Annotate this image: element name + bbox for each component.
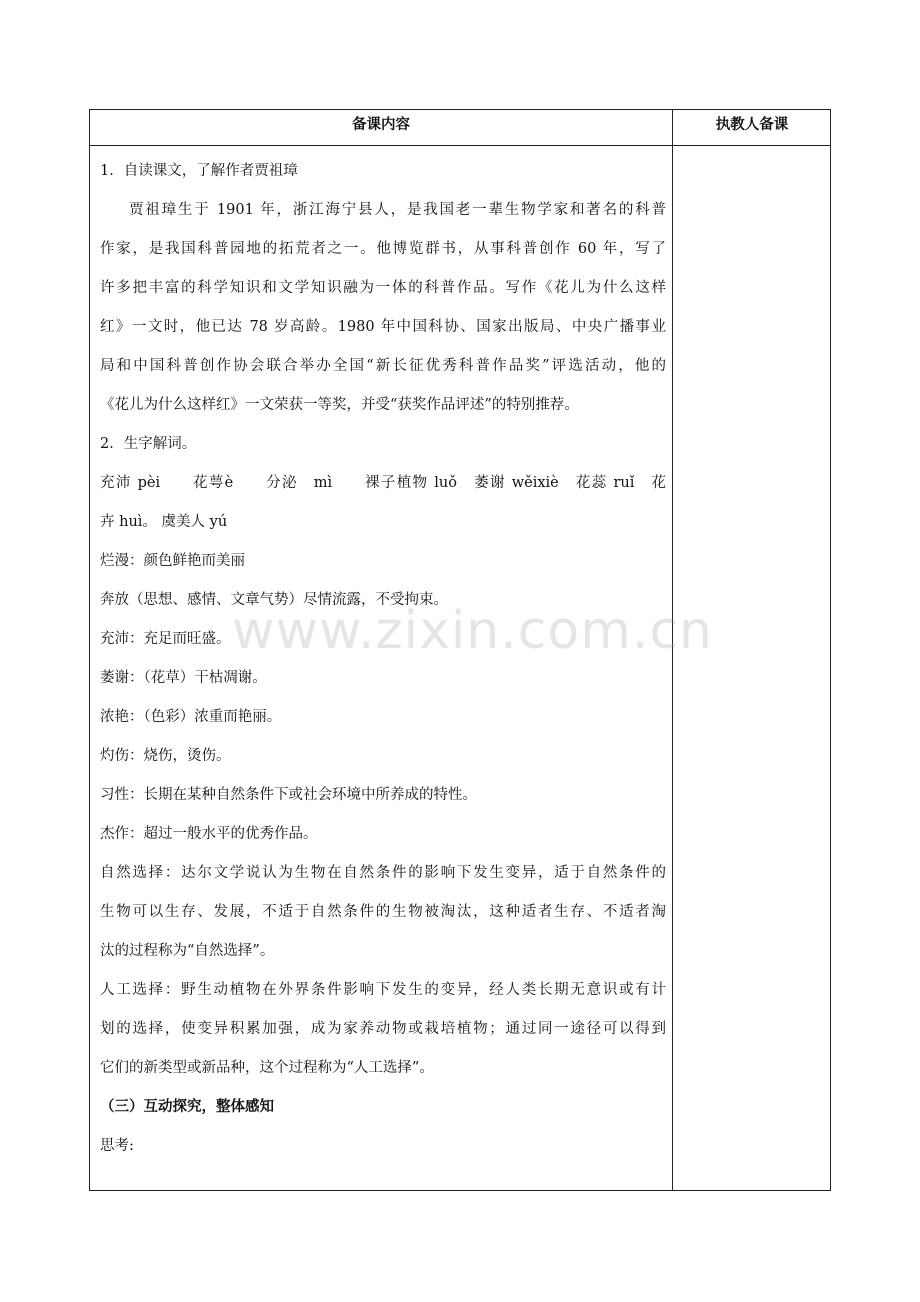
definition-line: 杰作：超过一般水平的优秀作品。 (100, 826, 318, 842)
pinyin-line: 充沛 pèi 花萼è 分泌 mì 裸子植物 luǒ 萎谢 wěixiè 花蕊 ruǐ 花 (100, 475, 666, 491)
lesson-content-cell (100, 152, 666, 1166)
paragraph-line: 红》一文时，他已达 78 岁高龄。1980 年中国科协、国家出版局、中央广播事业 (100, 319, 666, 335)
column-divider (672, 110, 673, 1190)
lesson-plan-table (89, 109, 831, 1191)
paragraph-line: 作家，是我国科普园地的拓荒者之一。他博览群书，从事科普创作 60 年，写了 (100, 241, 666, 257)
definition-line: 充沛：充足而旺盛。 (100, 631, 231, 647)
definition-line: 生物可以生存、发展，不适于自然条件的生物被淘汰，这种适者生存、不适者淘 (100, 904, 666, 920)
header-teacher-notes: 执教人备课 (715, 117, 789, 133)
paragraph-line: 《花儿为什么这样红》一文荣获一等奖，并受“获奖作品评述”的特别推荐。 (100, 397, 579, 413)
think-prompt: 思考: (100, 1138, 134, 1154)
section-heading-author: 1．自读课文，了解作者贾祖璋 (100, 163, 298, 179)
definition-line: 习性：长期在某种自然条件下或社会环境中所养成的特性。 (100, 787, 477, 803)
definition-line: 划的选择，使变异积累加强，成为家养动物或栽培植物；通过同一途径可以得到 (100, 1021, 666, 1037)
paragraph-line: 贾祖璋生于 1901 年，浙江海宁县人，是我国老一辈生物学家和著名的科普 (129, 202, 666, 218)
definition-line: 灼伤：烧伤，烫伤。 (100, 748, 231, 764)
pinyin-line: 卉 huì。 虞美人 yú (100, 514, 228, 530)
definition-line: 萎谢：（花草）干枯凋谢。 (100, 670, 267, 686)
section-heading-vocabulary: 2．生字解词。 (100, 436, 197, 452)
paragraph-line: 局和中国科普创作协会联合举办全国“新长征优秀科普作品奖”评选活动，他的 (100, 358, 666, 374)
definition-line: 汰的过程称为“自然选择”。 (100, 943, 275, 959)
definition-line: 人工选择：野生动植物在外界条件影响下发生的变异，经人类长期无意识或有计 (100, 982, 666, 998)
paragraph-line: 许多把丰富的科学知识和文学知识融为一体的科普作品。写作《花儿为什么这样 (100, 280, 666, 296)
definition-line: 奔放（思想、感情、文章气势）尽情流露，不受拘束。 (100, 592, 448, 608)
header-lesson-content: 备课内容 (352, 117, 410, 133)
watermark-text: www.zixin.com.cn (232, 601, 713, 661)
definition-line: 烂漫：颜色鲜艳而美丽 (100, 553, 245, 569)
definition-line: 它们的新类型或新品种，这个过程称为“人工选择”。 (100, 1060, 434, 1076)
section-heading-interactive: （三）互动探究，整体感知 (100, 1099, 274, 1115)
definition-line: 浓艳：（色彩）浓重而艳丽。 (100, 709, 282, 725)
definition-line: 自然选择：达尔文学说认为生物在自然条件的影响下发生变异，适于自然条件的 (100, 865, 666, 881)
